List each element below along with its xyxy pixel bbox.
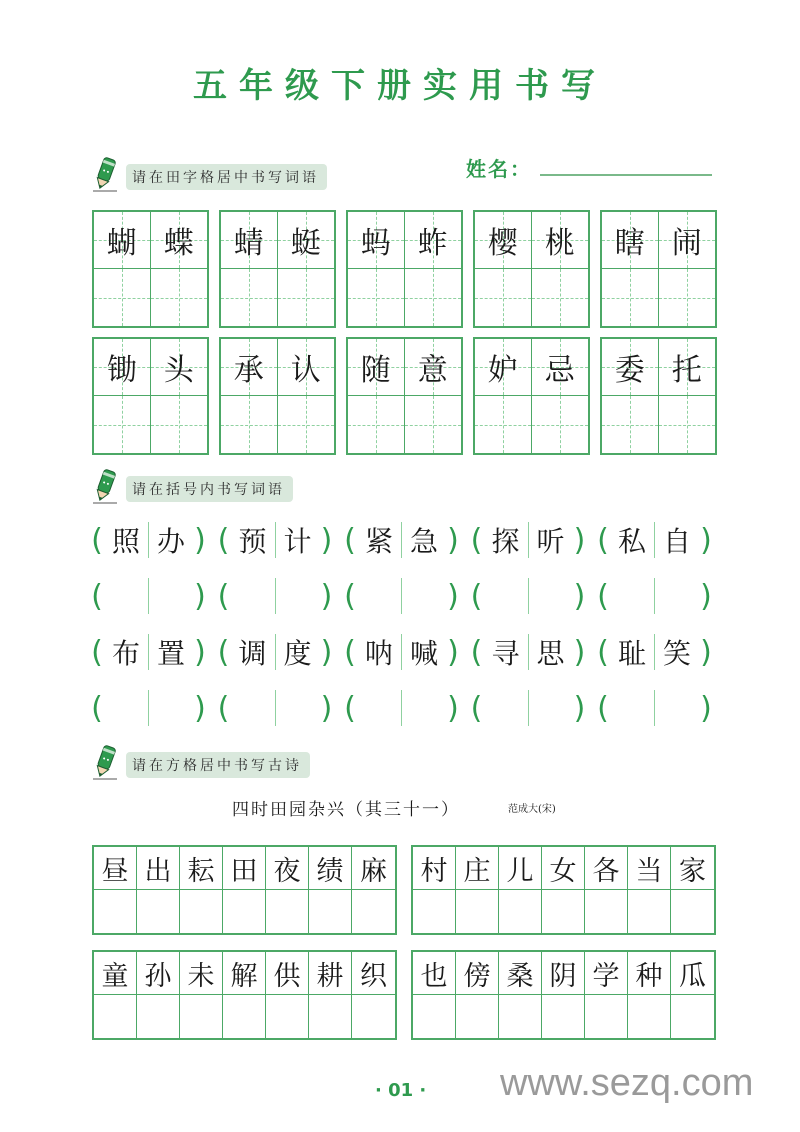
poem-author: 范成大(宋) bbox=[508, 804, 556, 815]
open-bracket: ( bbox=[344, 690, 356, 726]
tianzige-writing-cell[interactable] bbox=[151, 396, 208, 453]
watermark: www.sezq.com bbox=[500, 1062, 754, 1104]
poem-model-cell: 孙 bbox=[137, 952, 180, 995]
poem-writing-cell[interactable] bbox=[352, 995, 395, 1038]
poem-writing-cell[interactable] bbox=[628, 995, 671, 1038]
bracket-word bbox=[90, 520, 214, 560]
poem-model-cell: 出 bbox=[137, 847, 180, 890]
bracket-word bbox=[343, 632, 467, 672]
section-header-2 bbox=[92, 472, 293, 504]
bracket-word bbox=[470, 520, 594, 560]
poem-model-cell: 当 bbox=[628, 847, 671, 890]
bracket-char: 听 bbox=[536, 525, 565, 558]
tianzige-block bbox=[473, 210, 590, 328]
close-bracket: ) bbox=[447, 690, 459, 726]
model-character: 蝴 bbox=[106, 226, 137, 261]
close-bracket: ) bbox=[447, 522, 459, 558]
tianzige-cell bbox=[659, 339, 716, 396]
model-character: 蜓 bbox=[290, 226, 321, 261]
tianzige-row-1 bbox=[92, 210, 717, 328]
tianzige-block bbox=[473, 337, 590, 455]
close-bracket: ) bbox=[573, 578, 586, 614]
tianzige-cell bbox=[602, 339, 659, 396]
poem-writing-cell[interactable] bbox=[499, 890, 542, 933]
bracket-char: 呐 bbox=[364, 637, 393, 670]
section-header-1 bbox=[92, 160, 327, 192]
bracket-divider bbox=[275, 690, 276, 726]
bracket-divider bbox=[654, 690, 655, 726]
poem-writing-cell[interactable] bbox=[223, 995, 266, 1038]
poem-writing-cell[interactable] bbox=[266, 995, 309, 1038]
poem-model-cell: 夜 bbox=[266, 847, 309, 890]
model-character: 蝶 bbox=[163, 226, 194, 261]
bracket-char: 私 bbox=[617, 525, 646, 558]
poem-writing-cell[interactable] bbox=[413, 995, 456, 1038]
name-field[interactable] bbox=[466, 153, 712, 182]
poem-writing-cell[interactable] bbox=[413, 890, 456, 933]
bracket-row-3 bbox=[90, 632, 720, 672]
poem-writing-cell[interactable] bbox=[352, 890, 395, 933]
tianzige-writing-cell[interactable] bbox=[532, 269, 589, 326]
tianzige-writing-cell[interactable] bbox=[659, 269, 716, 326]
bracket-divider bbox=[148, 690, 149, 726]
poem-model-cell: 女 bbox=[542, 847, 585, 890]
bracket-blank[interactable] bbox=[90, 576, 214, 616]
bracket-blank[interactable] bbox=[90, 688, 214, 728]
poem-model-cell: 未 bbox=[180, 952, 223, 995]
close-bracket: ) bbox=[573, 634, 586, 670]
open-bracket: ( bbox=[597, 690, 609, 726]
open-bracket: ( bbox=[597, 578, 609, 614]
tianzige-writing-cell[interactable] bbox=[94, 396, 151, 453]
open-bracket: ( bbox=[470, 690, 483, 726]
model-character: 锄 bbox=[106, 353, 137, 388]
poem-model-cell: 家 bbox=[671, 847, 714, 890]
poem-model-cell: 童 bbox=[94, 952, 137, 995]
tianzige-writing-cell[interactable] bbox=[405, 396, 462, 453]
poem-model-cell: 学 bbox=[585, 952, 628, 995]
tianzige-cell bbox=[348, 339, 405, 396]
bracket-char: 喊 bbox=[409, 637, 438, 670]
model-character: 妒 bbox=[487, 353, 518, 388]
bracket-word bbox=[470, 632, 594, 672]
open-bracket: ( bbox=[597, 522, 609, 558]
poem-writing-cell[interactable] bbox=[94, 890, 137, 933]
bracket-word bbox=[217, 520, 341, 560]
tianzige-cell bbox=[151, 339, 208, 396]
tianzige-block bbox=[346, 337, 463, 455]
close-bracket: ) bbox=[194, 634, 206, 670]
poem-writing-cell[interactable] bbox=[137, 890, 180, 933]
model-character: 瞎 bbox=[614, 226, 645, 261]
tianzige-cell bbox=[94, 339, 151, 396]
model-character: 承 bbox=[233, 353, 264, 388]
open-bracket: ( bbox=[91, 522, 103, 558]
bracket-blank[interactable] bbox=[470, 688, 594, 728]
bracket-row-4 bbox=[90, 688, 720, 728]
poem-model-cell: 耘 bbox=[180, 847, 223, 890]
close-bracket: ) bbox=[320, 578, 333, 614]
close-bracket: ) bbox=[194, 522, 206, 558]
tianzige-row-2 bbox=[92, 337, 717, 455]
close-bracket: ) bbox=[447, 634, 459, 670]
poem-model-cell: 阴 bbox=[542, 952, 585, 995]
bracket-word bbox=[596, 520, 720, 560]
bracket-char: 探 bbox=[491, 525, 520, 558]
close-bracket: ) bbox=[194, 690, 206, 726]
poem-writing-cell[interactable] bbox=[456, 995, 499, 1038]
tianzige-cell bbox=[475, 212, 532, 269]
pencil-icon bbox=[92, 744, 118, 780]
tianzige-cell bbox=[532, 212, 589, 269]
bracket-divider bbox=[275, 578, 276, 614]
poem-model-cell: 供 bbox=[266, 952, 309, 995]
poem-writing-cell[interactable] bbox=[542, 995, 585, 1038]
pencil-icon bbox=[92, 468, 118, 504]
bracket-divider bbox=[654, 578, 655, 614]
tianzige-cell bbox=[221, 212, 278, 269]
open-bracket: ( bbox=[91, 634, 103, 670]
bracket-row-2 bbox=[90, 576, 720, 616]
open-bracket: ( bbox=[470, 578, 483, 614]
tianzige-cell bbox=[348, 212, 405, 269]
poem-model-cell: 解 bbox=[223, 952, 266, 995]
close-bracket: ) bbox=[320, 522, 333, 558]
tianzige-cell bbox=[221, 339, 278, 396]
poem-model-cell: 种 bbox=[628, 952, 671, 995]
tianzige-writing-cell[interactable] bbox=[602, 396, 659, 453]
bracket-blank[interactable] bbox=[343, 688, 467, 728]
tianzige-cell bbox=[151, 212, 208, 269]
tianzige-cell bbox=[405, 339, 462, 396]
model-character: 樱 bbox=[487, 226, 518, 261]
close-bracket: ) bbox=[447, 578, 459, 614]
model-character: 认 bbox=[290, 353, 321, 388]
poem-writing-cell[interactable] bbox=[137, 995, 180, 1038]
tianzige-cell bbox=[532, 339, 589, 396]
poem-model-cell: 儿 bbox=[499, 847, 542, 890]
tianzige-cell bbox=[278, 212, 335, 269]
bracket-char: 寻 bbox=[491, 637, 520, 670]
tianzige-writing-cell[interactable] bbox=[475, 396, 532, 453]
poem-model-cell: 织 bbox=[352, 952, 395, 995]
poem-writing-cell[interactable] bbox=[628, 890, 671, 933]
bracket-char: 调 bbox=[238, 637, 267, 670]
section-header-3 bbox=[92, 748, 310, 780]
bracket-blank[interactable] bbox=[217, 688, 341, 728]
tianzige-writing-cell[interactable] bbox=[348, 396, 405, 453]
bracket-divider bbox=[528, 578, 529, 614]
bracket-word bbox=[217, 632, 341, 672]
poem-model-cell: 也 bbox=[413, 952, 456, 995]
poem-writing-cell[interactable] bbox=[585, 995, 628, 1038]
close-bracket: ) bbox=[320, 690, 333, 726]
poem-line-grid bbox=[411, 950, 716, 1040]
open-bracket: ( bbox=[91, 578, 103, 614]
tianzige-block bbox=[600, 337, 717, 455]
poem-model-cell: 瓜 bbox=[671, 952, 714, 995]
model-character: 委 bbox=[614, 353, 645, 388]
poem-writing-cell[interactable] bbox=[671, 890, 714, 933]
model-character: 意 bbox=[417, 353, 448, 388]
section-label: 请在田字格居中书写词语 bbox=[126, 164, 327, 190]
poem-writing-cell[interactable] bbox=[180, 890, 223, 933]
bracket-blank[interactable] bbox=[470, 576, 594, 616]
open-bracket: ( bbox=[217, 690, 230, 726]
bracket-char: 预 bbox=[238, 525, 267, 558]
close-bracket: ) bbox=[573, 690, 586, 726]
bracket-row-1 bbox=[90, 520, 720, 560]
poem-writing-cell[interactable] bbox=[671, 995, 714, 1038]
open-bracket: ( bbox=[597, 634, 609, 670]
bracket-divider bbox=[148, 578, 149, 614]
bracket-char: 照 bbox=[111, 525, 140, 558]
bracket-blank[interactable] bbox=[596, 576, 720, 616]
tianzige-cell bbox=[659, 212, 716, 269]
model-character: 忌 bbox=[544, 353, 575, 388]
bracket-char: 办 bbox=[156, 525, 185, 558]
tianzige-cell bbox=[602, 212, 659, 269]
open-bracket: ( bbox=[344, 634, 356, 670]
tianzige-writing-cell[interactable] bbox=[221, 396, 278, 453]
model-character: 蚂 bbox=[360, 226, 391, 261]
close-bracket: ) bbox=[573, 522, 586, 558]
poem-title: 四时田园杂兴（其三十一） bbox=[232, 800, 460, 820]
model-character: 托 bbox=[671, 353, 702, 388]
tianzige-writing-cell[interactable] bbox=[278, 269, 335, 326]
poem-line-grid bbox=[92, 950, 397, 1040]
model-character: 蚱 bbox=[417, 226, 448, 261]
tianzige-writing-cell[interactable] bbox=[405, 269, 462, 326]
bracket-char: 急 bbox=[409, 525, 438, 558]
close-bracket: ) bbox=[700, 578, 712, 614]
tianzige-block bbox=[92, 210, 209, 328]
open-bracket: ( bbox=[217, 522, 230, 558]
close-bracket: ) bbox=[700, 690, 712, 726]
page-title: 五年级下册实用书写 bbox=[193, 66, 607, 106]
pencil-icon bbox=[92, 156, 118, 192]
name-label: 姓名： bbox=[466, 157, 532, 181]
section-label: 请在方格居中书写古诗 bbox=[126, 752, 310, 778]
open-bracket: ( bbox=[344, 522, 356, 558]
bracket-word bbox=[90, 632, 214, 672]
open-bracket: ( bbox=[470, 522, 483, 558]
open-bracket: ( bbox=[91, 690, 103, 726]
model-character: 头 bbox=[163, 353, 194, 388]
poem-writing-cell[interactable] bbox=[499, 995, 542, 1038]
poem-grid-row-1 bbox=[92, 845, 716, 935]
poem-writing-cell[interactable] bbox=[309, 890, 352, 933]
close-bracket: ) bbox=[320, 634, 333, 670]
poem-line-grid bbox=[411, 845, 716, 935]
tianzige-block bbox=[346, 210, 463, 328]
model-character: 随 bbox=[360, 353, 391, 388]
tianzige-block bbox=[219, 210, 336, 328]
bracket-char: 计 bbox=[283, 525, 312, 558]
tianzige-writing-cell[interactable] bbox=[151, 269, 208, 326]
poem-model-cell: 各 bbox=[585, 847, 628, 890]
tianzige-cell bbox=[94, 212, 151, 269]
model-character: 蜻 bbox=[233, 226, 264, 261]
tianzige-writing-cell[interactable] bbox=[278, 396, 335, 453]
tianzige-writing-cell[interactable] bbox=[659, 396, 716, 453]
bracket-char: 紧 bbox=[364, 525, 393, 558]
bracket-divider bbox=[401, 578, 402, 614]
model-character: 桃 bbox=[544, 226, 575, 261]
tianzige-cell bbox=[405, 212, 462, 269]
tianzige-writing-cell[interactable] bbox=[532, 396, 589, 453]
page-number: · 01 · bbox=[375, 1080, 427, 1101]
poem-model-cell: 傍 bbox=[456, 952, 499, 995]
tianzige-block bbox=[219, 337, 336, 455]
tianzige-writing-cell[interactable] bbox=[94, 269, 151, 326]
bracket-char: 度 bbox=[283, 637, 312, 670]
bracket-char: 置 bbox=[156, 637, 185, 670]
poem-model-cell: 庄 bbox=[456, 847, 499, 890]
open-bracket: ( bbox=[217, 578, 230, 614]
close-bracket: ) bbox=[700, 522, 712, 558]
bracket-divider bbox=[528, 690, 529, 726]
close-bracket: ) bbox=[194, 578, 206, 614]
poem-model-cell: 昼 bbox=[94, 847, 137, 890]
model-character: 闹 bbox=[671, 226, 702, 261]
section-label: 请在括号内书写词语 bbox=[126, 476, 293, 502]
open-bracket: ( bbox=[470, 634, 483, 670]
tianzige-cell bbox=[278, 339, 335, 396]
poem-writing-cell[interactable] bbox=[456, 890, 499, 933]
poem-line-grid bbox=[92, 845, 397, 935]
bracket-blank[interactable] bbox=[596, 688, 720, 728]
tianzige-writing-cell[interactable] bbox=[348, 269, 405, 326]
bracket-blank[interactable] bbox=[217, 576, 341, 616]
bracket-blank[interactable] bbox=[343, 576, 467, 616]
bracket-char: 思 bbox=[536, 637, 565, 670]
name-input-line[interactable] bbox=[540, 174, 712, 176]
bracket-char: 耻 bbox=[617, 637, 646, 670]
poem-model-cell: 村 bbox=[413, 847, 456, 890]
poem-writing-cell[interactable] bbox=[180, 995, 223, 1038]
poem-model-cell: 麻 bbox=[352, 847, 395, 890]
poem-grid-row-2 bbox=[92, 950, 716, 1040]
open-bracket: ( bbox=[344, 578, 356, 614]
bracket-char: 自 bbox=[662, 525, 691, 558]
poem-model-cell: 桑 bbox=[499, 952, 542, 995]
poem-writing-cell[interactable] bbox=[585, 890, 628, 933]
poem-writing-cell[interactable] bbox=[266, 890, 309, 933]
poem-writing-cell[interactable] bbox=[542, 890, 585, 933]
poem-model-cell: 田 bbox=[223, 847, 266, 890]
poem-model-cell: 耕 bbox=[309, 952, 352, 995]
bracket-char: 布 bbox=[111, 637, 140, 670]
open-bracket: ( bbox=[217, 634, 230, 670]
poem-writing-cell[interactable] bbox=[94, 995, 137, 1038]
close-bracket: ) bbox=[700, 634, 712, 670]
bracket-divider bbox=[401, 690, 402, 726]
bracket-word bbox=[596, 632, 720, 672]
poem-model-cell: 绩 bbox=[309, 847, 352, 890]
bracket-word bbox=[343, 520, 467, 560]
tianzige-block bbox=[600, 210, 717, 328]
tianzige-cell bbox=[475, 339, 532, 396]
bracket-char: 笑 bbox=[662, 637, 691, 670]
tianzige-writing-cell[interactable] bbox=[602, 269, 659, 326]
poem-writing-cell[interactable] bbox=[223, 890, 266, 933]
tianzige-writing-cell[interactable] bbox=[475, 269, 532, 326]
poem-writing-cell[interactable] bbox=[309, 995, 352, 1038]
tianzige-block bbox=[92, 337, 209, 455]
tianzige-writing-cell[interactable] bbox=[221, 269, 278, 326]
